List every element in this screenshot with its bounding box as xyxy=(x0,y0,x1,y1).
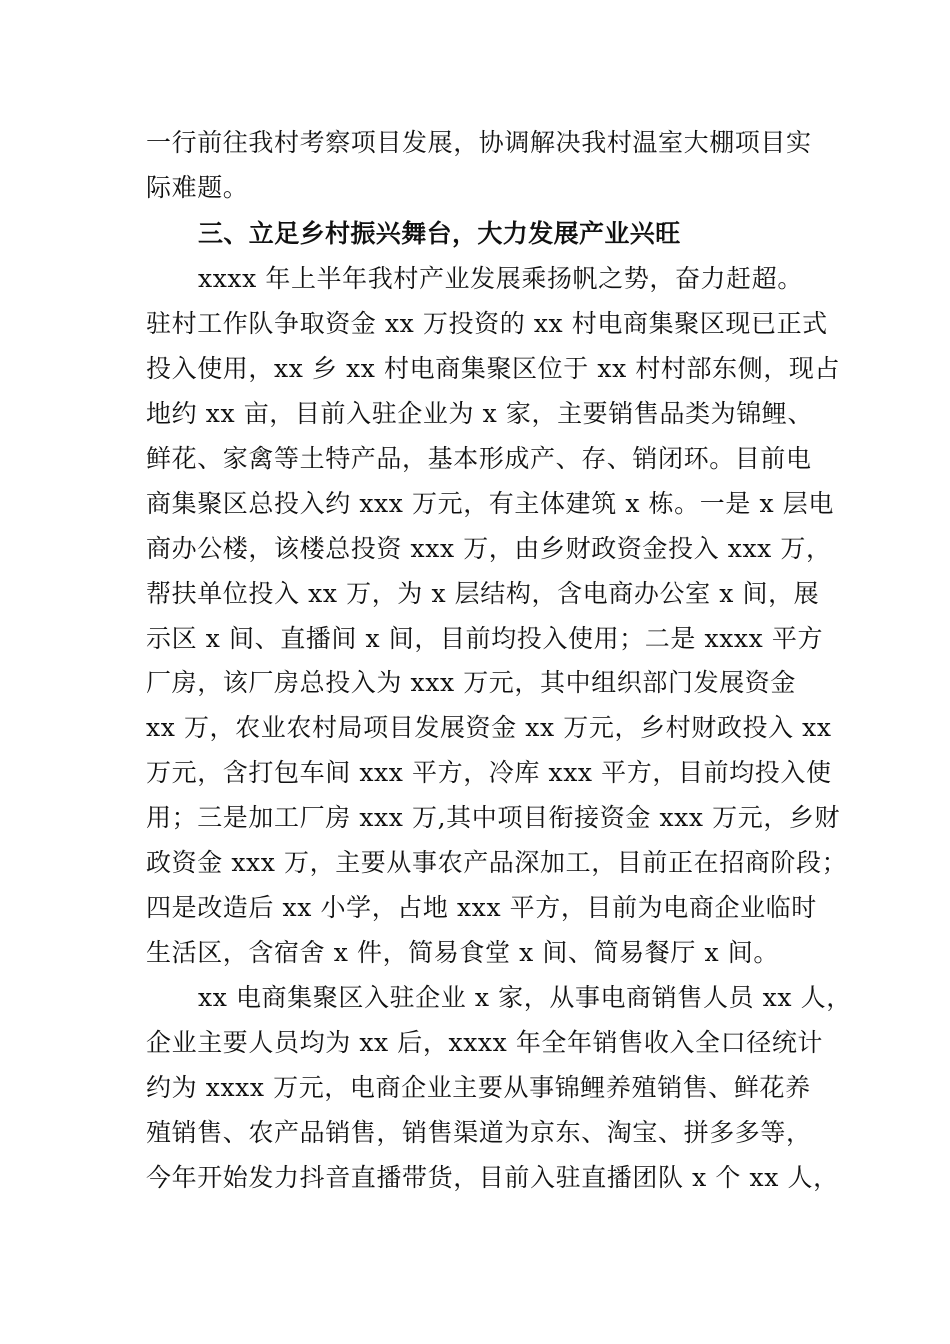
text-line: 地约 xx 亩，目前入驻企业为 x 家，主要销售品类为锦鲤、 xyxy=(146,399,814,428)
text-line: 殖销售、农产品销售，销售渠道为京东、淘宝、拼多多等， xyxy=(146,1118,812,1147)
text-line: 鲜花、家禽等土特产品，基本形成产、存、销闭环。目前电 xyxy=(146,444,812,473)
text-line: xxxx 年上半年我村产业发展乘扬帆之势，奋力赶超。 xyxy=(198,264,803,293)
text-line: 政资金 xxx 万，主要从事农产品深加工，目前正在招商阶段； xyxy=(146,848,848,877)
text-line: 生活区，含宿舍 x 件，简易食堂 x 间、简易餐厅 x 间。 xyxy=(146,938,779,967)
text-line: xx 电商集聚区入驻企业 x 家，从事电商销售人员 xx 人， xyxy=(198,983,852,1012)
text-line: 商集聚区总投入约 xxx 万元，有主体建筑 x 栋。一是 x 层电 xyxy=(146,489,834,518)
text-line: 一行前往我村考察项目发展，协调解决我村温室大棚项目实 xyxy=(146,128,812,157)
text-line: 今年开始发力抖音直播带货，目前入驻直播团队 x 个 xx 人， xyxy=(146,1163,839,1192)
text-line: 用；三是加工厂房 xxx 万,其中项目衔接资金 xxx 万元，乡财 xyxy=(146,803,841,832)
text-line: 厂房，该厂房总投入为 xxx 万元，其中组织部门发展资金 xyxy=(146,668,796,697)
text-line: xx 万，农业农村局项目发展资金 xx 万元，乡村财政投入 xx xyxy=(146,713,832,742)
text-line: 企业主要人员均为 xx 后，xxxx 年全年销售收入全口径统计 xyxy=(146,1028,824,1057)
text-line: 投入使用，xx 乡 xx 村电商集聚区位于 xx 村村部东侧，现占 xyxy=(146,354,841,383)
text-line: 商办公楼，该楼总投资 xxx 万，由乡财政资金投入 xxx 万， xyxy=(146,534,832,563)
text-line: 际难题。 xyxy=(146,173,249,202)
text-line: 帮扶单位投入 xx 万，为 x 层结构，含电商办公室 x 间，展 xyxy=(146,579,820,608)
section-heading: 三、立足乡村振兴舞台，大力发展产业兴旺 xyxy=(198,219,681,248)
text-line: 示区 x 间、直播间 x 间，目前均投入使用；二是 xxxx 平方 xyxy=(146,624,824,653)
text-line: 驻村工作队争取资金 xx 万投资的 xx 村电商集聚区现已正式 xyxy=(146,309,828,338)
text-line: 万元，含打包车间 xxx 平方，冷库 xxx 平方，目前均投入使 xyxy=(146,758,832,787)
text-line: 四是改造后 xx 小学，占地 xxx 平方，目前为电商企业临时 xyxy=(146,893,817,922)
text-line: 约为 xxxx 万元，电商企业主要从事锦鲤养殖销售、鲜花养 xyxy=(146,1073,811,1102)
